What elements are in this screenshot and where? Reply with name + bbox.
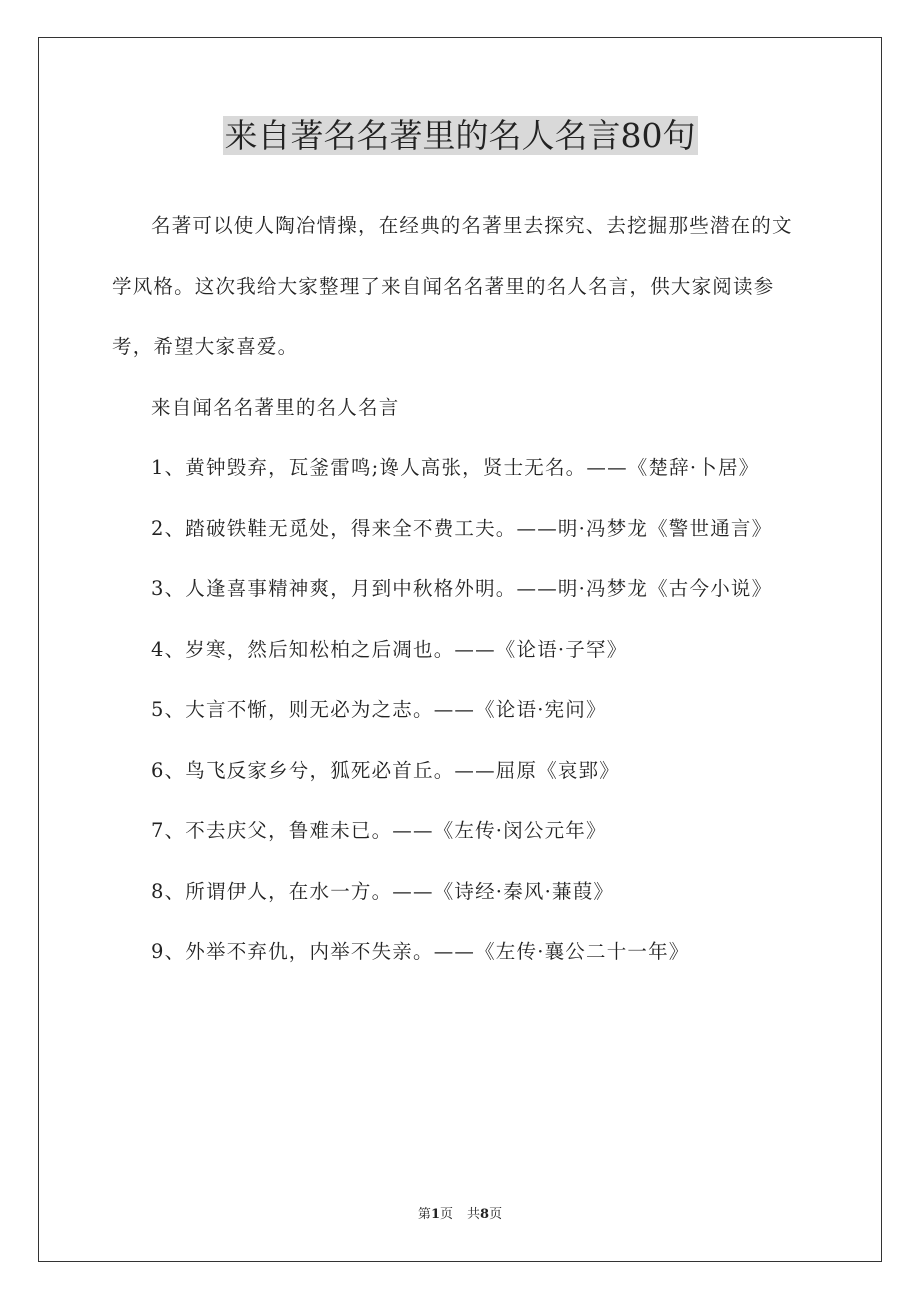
page-current: 1: [430, 1207, 440, 1222]
page-suffix: 页: [439, 1207, 453, 1222]
page-total: 8: [480, 1207, 490, 1222]
quote-item: 9、外举不弃仇，内举不失亲。——《左传·襄公二十一年》: [151, 940, 690, 963]
quote-item: 5、大言不惭，则无必为之志。——《论语·宪问》: [151, 698, 607, 721]
page-prefix: 第: [417, 1207, 431, 1222]
quote-item: 2、踏破铁鞋无觅处，得来全不费工夫。——明·冯梦龙《警世通言》: [151, 516, 773, 540]
quote-item: 1、黄钟毁弃，瓦釜雷鸣;谗人高张，贤士无名。——《楚辞·卜居》: [151, 456, 760, 479]
page-footer: [0, 1205, 920, 1225]
section-heading: 来自闻名名著里的名人名言: [151, 395, 400, 419]
document-title-text: 来自著名名著里的名人名言80句: [224, 116, 696, 155]
total-prefix: 共: [467, 1207, 481, 1222]
quote-item: 3、人逢喜事精神爽，月到中秋格外明。——明·冯梦龙《古今小说》: [151, 577, 773, 600]
quote-item: 6、鸟飞反家乡兮，狐死必首丘。——屈原《哀郢》: [151, 758, 621, 782]
quote-item: 8、所谓伊人，在水一方。——《诗经·秦风·蒹葭》: [151, 879, 615, 903]
quote-item: 7、不去庆父，鲁难未已。——《左传·闵公元年》: [151, 819, 607, 842]
document-body: [112, 196, 812, 983]
total-suffix: 页: [489, 1207, 503, 1222]
quote-item: 4、岁寒，然后知松柏之后凋也。——《论语·子罕》: [151, 637, 628, 661]
document-title: [0, 112, 920, 160]
intro-paragraph: 名著可以使人陶冶情操，在经典的名著里去探究、去挖掘那些潜在的文学风格。这次我给大家整理了来自闻名名著里的名人名言，供大家阅读参考，希望大家喜爱。: [112, 214, 793, 358]
